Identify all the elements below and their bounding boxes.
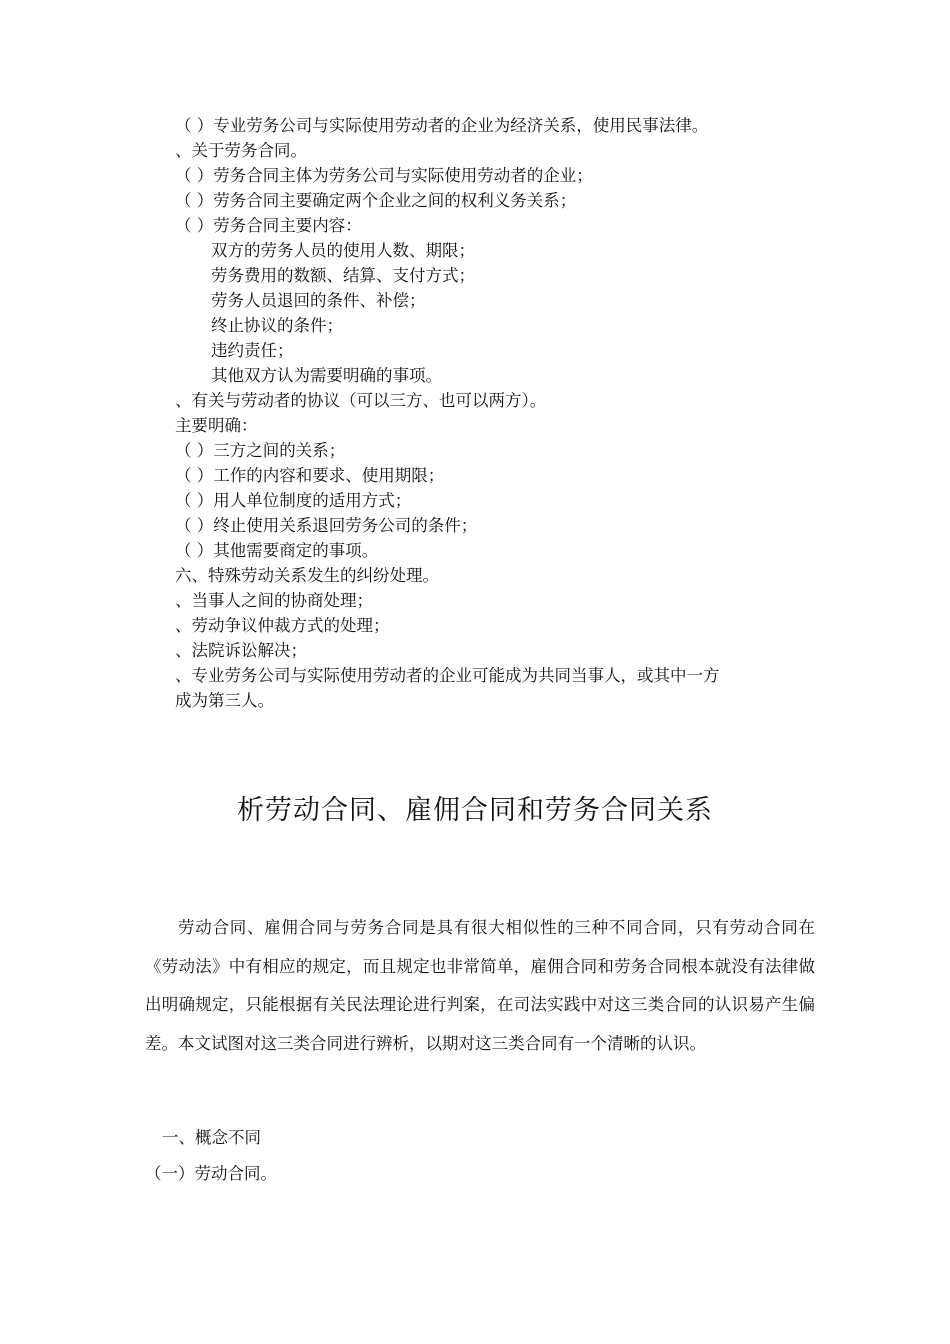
text-line: 六、特殊劳动关系发生的纠纷处理。: [175, 566, 439, 585]
text-line: 、专业劳务公司与实际使用劳动者的企业可能成为共同当事人，或其中一方: [175, 666, 720, 685]
text-line: （ ）终止使用关系退回劳务公司的条件；: [175, 516, 478, 535]
text-line: 其他双方认为需要明确的事项。: [211, 366, 442, 385]
text-line: 、法院诉讼解决；: [175, 641, 307, 660]
text-line: 、劳动争议仲裁方式的处理；: [175, 616, 390, 635]
text-line: （ ）专业劳务公司与实际使用劳动者的企业为经济关系，使用民事法律。: [175, 116, 709, 135]
text-line: 成为第三人。: [175, 691, 274, 710]
text-line: （ ）劳务合同主要内容：: [175, 216, 362, 235]
text-line: 主要明确：: [175, 416, 258, 435]
text-line: 、有关与劳动者的协议（可以三方、也可以两方）。: [175, 391, 547, 410]
intro-paragraph: 劳动合同、雇佣合同与劳务合同是具有很大相似性的三种不同合同，只有劳动合同在《劳动法》中有相应的规定，而且规定也非常简单，雇佣合同和劳务合同根本就没有法律做出明确规定，只能根据有关民法理论进行判案，在司法实践中对这三类合同的认识易产生偏差。本文试图对这三类合同进行辨析，以期对这三类合同有一个清晰的认识。: [145, 918, 815, 1053]
text-line: （ ）劳务合同主要确定两个企业之间的权利义务关系；: [175, 191, 577, 210]
text-line: 双方的劳务人员的使用人数、期限；: [211, 241, 475, 260]
section-heading: 一、概念不同: [162, 1128, 261, 1147]
text-line: 、关于劳务合同。: [175, 141, 307, 160]
text-line: 劳务费用的数额、结算、支付方式；: [211, 266, 475, 285]
text-line: （ ）三方之间的关系；: [175, 441, 346, 460]
document-title: 析劳动合同、雇佣合同和劳务合同关系: [237, 795, 713, 826]
subsection-heading: （一）劳动合同。: [145, 1164, 277, 1183]
text-line: 违约责任；: [211, 341, 294, 360]
text-line: （ ）工作的内容和要求、使用期限；: [175, 466, 445, 485]
text-line: （ ）用人单位制度的适用方式；: [175, 491, 412, 510]
text-line: （ ）其他需要商定的事项。: [175, 541, 379, 560]
text-line: （ ）劳务合同主体为劳务公司与实际使用劳动者的企业；: [175, 166, 593, 185]
text-line: 劳务人员退回的条件、补偿；: [211, 291, 426, 310]
text-line: 、当事人之间的协商处理；: [175, 591, 373, 610]
text-line: 终止协议的条件；: [211, 316, 343, 335]
